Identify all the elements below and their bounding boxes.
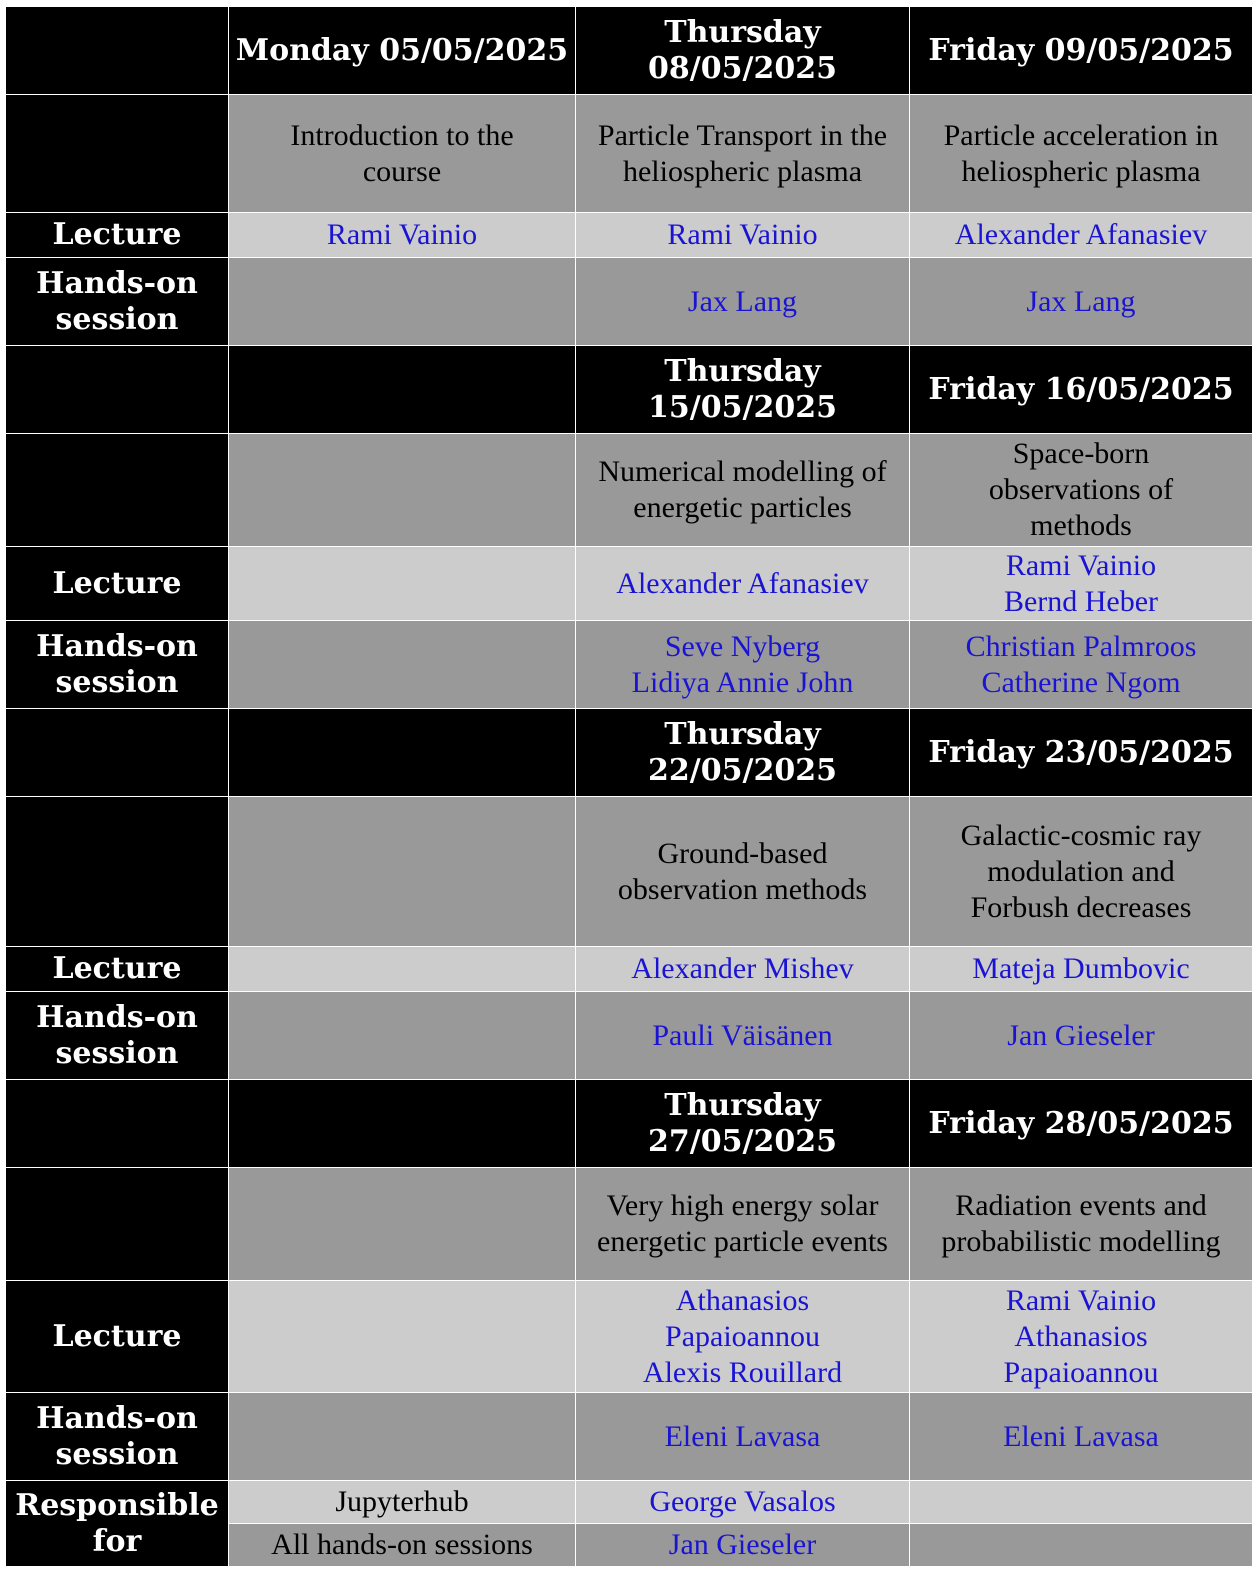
- topic-cell-line: Space-born: [1012, 437, 1150, 470]
- lecturer-cell-line: Rami Vainio: [667, 218, 818, 251]
- date-header: [229, 709, 576, 797]
- empty-header-cell: [6, 1080, 229, 1168]
- date-header: Thursday 27/05/2025: [576, 1080, 910, 1168]
- lecturer-cell: [229, 1281, 576, 1393]
- lecturer-cell-line: Rami Vainio: [326, 218, 478, 251]
- lecturer-cell: [910, 547, 1253, 621]
- hands-on-cell-line: Seve Nyberg: [664, 629, 821, 663]
- topic-cell: [229, 95, 576, 213]
- hands-on-label: [6, 992, 229, 1080]
- topic-cell: [576, 797, 910, 947]
- hands-on-cell-line: Jax Lang: [1026, 284, 1136, 318]
- topic-row: [6, 95, 1253, 213]
- hands-on-cell: [576, 258, 910, 346]
- hands-on-cell: [910, 258, 1253, 346]
- date-header: Thursday 15/05/2025: [576, 346, 910, 434]
- course-schedule-table: [5, 6, 1253, 1567]
- date-header: Friday 16/05/2025: [910, 346, 1253, 434]
- lecturer-cell: [229, 213, 576, 258]
- hands-on-label: [6, 1393, 229, 1481]
- date-header: Thursday 08/05/2025: [576, 7, 910, 95]
- lecturer-cell-line: Alexander Afanasiev: [616, 566, 869, 600]
- topic-cell-line: Ground-based: [657, 836, 828, 870]
- lecturer-cell-line: Alexander Mishev: [631, 952, 854, 985]
- topic-cell-line: Particle acceleration in: [943, 118, 1219, 152]
- hands-on-cell: [229, 621, 576, 709]
- responsible-person: George Vasalos: [576, 1481, 910, 1524]
- date-header: Friday 23/05/2025: [910, 709, 1253, 797]
- hands-on-cell-line: Christian Palmroos: [965, 629, 1197, 663]
- responsible-label: [6, 1481, 229, 1567]
- topic-cell: [229, 797, 576, 947]
- topic-row: [6, 797, 1253, 947]
- date-header: [229, 1080, 576, 1168]
- lecture-row: [6, 547, 1253, 621]
- hands-on-label: [6, 621, 229, 709]
- lecture-row: [6, 1281, 1253, 1393]
- hands-on-label-line: session: [55, 664, 179, 700]
- topic-cell-line: energetic particles: [633, 491, 852, 524]
- date-header: Friday 28/05/2025: [910, 1080, 1253, 1168]
- lecturer-cell-line: Bernd Heber: [1003, 584, 1159, 618]
- topic-cell: [229, 1168, 576, 1281]
- topic-cell-line: Galactic-cosmic ray: [960, 818, 1202, 852]
- topic-cell: [576, 95, 910, 213]
- topic-cell-line: Forbush decreases: [970, 890, 1192, 924]
- date-header-row: [6, 709, 1253, 797]
- hands-on-cell: [576, 992, 910, 1080]
- hands-on-row: [6, 621, 1253, 709]
- lecturer-cell-line: Alexander Afanasiev: [954, 218, 1208, 251]
- hands-on-cell-line: Eleni Lavasa: [664, 1419, 821, 1453]
- date-header-row: [6, 7, 1253, 95]
- responsible-label-line: Responsible: [15, 1487, 219, 1523]
- empty-label-cell: [6, 797, 229, 947]
- responsible-label-line: for: [92, 1523, 142, 1559]
- hands-on-label: [6, 258, 229, 346]
- topic-cell-line: Introduction to the: [290, 118, 514, 152]
- hands-on-label-line: Hands-on: [36, 1400, 198, 1436]
- hands-on-label-line: Hands-on: [36, 999, 198, 1035]
- lecturer-cell-line: Rami Vainio: [1005, 1283, 1157, 1317]
- lecture-label: Lecture: [6, 947, 229, 992]
- date-header: Monday 05/05/2025: [229, 7, 576, 95]
- responsibility-item: All hands-on sessions: [229, 1524, 576, 1567]
- topic-cell-line: Radiation events and: [955, 1189, 1207, 1222]
- topic-cell: [910, 1168, 1253, 1281]
- lecture-row: [6, 213, 1253, 258]
- lecturer-cell: [229, 947, 576, 992]
- hands-on-cell-line: Catherine Ngom: [981, 665, 1181, 699]
- lecturer-cell: [229, 547, 576, 621]
- hands-on-cell: [910, 992, 1253, 1080]
- topic-cell: [576, 434, 910, 547]
- topic-cell-line: probabilistic modelling: [941, 1225, 1221, 1258]
- topic-cell-line: Very high energy solar: [606, 1189, 879, 1222]
- lecturer-cell-line: Rami Vainio: [1005, 548, 1157, 582]
- empty-header-cell: [6, 7, 229, 95]
- hands-on-cell-line: Eleni Lavasa: [1003, 1419, 1159, 1453]
- topic-row: [6, 434, 1253, 547]
- responsible-empty: [910, 1524, 1253, 1567]
- lecturer-cell: [576, 947, 910, 992]
- topic-row: [6, 1168, 1253, 1281]
- lecture-label: Lecture: [6, 213, 229, 258]
- lecture-label: Lecture: [6, 1281, 229, 1393]
- lecturer-cell-line: Mateja Dumbovic: [972, 952, 1190, 985]
- topic-cell-line: course: [362, 154, 442, 188]
- hands-on-label-line: Hands-on: [36, 265, 198, 301]
- topic-cell-line: observations of: [988, 473, 1174, 506]
- lecturer-cell-line: Papaioannou: [1003, 1355, 1159, 1389]
- hands-on-label-line: session: [55, 301, 179, 337]
- lecturer-cell: [910, 213, 1253, 258]
- date-header: [229, 346, 576, 434]
- empty-label-cell: [6, 434, 229, 547]
- lecturer-cell: [576, 547, 910, 621]
- hands-on-row: [6, 1393, 1253, 1481]
- topic-cell-line: modulation and: [987, 854, 1175, 888]
- responsible-empty: [910, 1481, 1253, 1524]
- lecturer-cell-line: Athanasios: [675, 1283, 810, 1317]
- hands-on-label-line: session: [55, 1035, 179, 1071]
- topic-cell-line: methods: [1030, 509, 1132, 542]
- hands-on-cell: [910, 621, 1253, 709]
- empty-header-cell: [6, 346, 229, 434]
- date-header-row: [6, 1080, 1253, 1168]
- topic-cell: [910, 434, 1253, 547]
- topic-cell-line: Numerical modelling of: [598, 455, 887, 488]
- responsible-row: [6, 1481, 1253, 1524]
- lecture-label: Lecture: [6, 547, 229, 621]
- lecturer-cell-line: Papaioannou: [665, 1319, 820, 1353]
- lecturer-cell-line: Athanasios: [1014, 1319, 1148, 1353]
- lecturer-cell: [576, 213, 910, 258]
- date-header-row: [6, 346, 1253, 434]
- lecturer-cell: [576, 1281, 910, 1393]
- topic-cell-line: energetic particle events: [597, 1225, 888, 1258]
- responsible-person: Jan Gieseler: [576, 1524, 910, 1567]
- topic-cell: [229, 434, 576, 547]
- empty-label-cell: [6, 1168, 229, 1281]
- topic-cell-line: Particle Transport in the: [597, 118, 888, 152]
- hands-on-cell: [229, 1393, 576, 1481]
- hands-on-cell-line: Lidiya Annie John: [631, 665, 854, 699]
- empty-header-cell: [6, 709, 229, 797]
- hands-on-label-line: Hands-on: [36, 628, 198, 664]
- hands-on-cell: [576, 1393, 910, 1481]
- date-header: Friday 09/05/2025: [910, 7, 1253, 95]
- hands-on-cell: [576, 621, 910, 709]
- hands-on-row: [6, 992, 1253, 1080]
- lecturer-cell-line: Alexis Rouillard: [642, 1355, 843, 1389]
- lecture-row: [6, 947, 1253, 992]
- lecturer-cell: [910, 947, 1253, 992]
- hands-on-cell-line: Jan Gieseler: [1007, 1018, 1155, 1052]
- lecturer-cell: [910, 1281, 1253, 1393]
- schedule-body: [6, 7, 1253, 1567]
- hands-on-cell: [229, 258, 576, 346]
- hands-on-row: [6, 258, 1253, 346]
- hands-on-cell-line: Jax Lang: [687, 284, 798, 318]
- date-header: Thursday 22/05/2025: [576, 709, 910, 797]
- topic-cell: [576, 1168, 910, 1281]
- topic-cell: [910, 797, 1253, 947]
- topic-cell-line: observation methods: [617, 872, 868, 906]
- topic-cell: [910, 95, 1253, 213]
- hands-on-cell-line: Pauli Väisänen: [652, 1018, 833, 1052]
- topic-cell-line: heliospheric plasma: [622, 154, 863, 188]
- hands-on-cell: [910, 1393, 1253, 1481]
- hands-on-cell: [229, 992, 576, 1080]
- empty-label-cell: [6, 95, 229, 213]
- hands-on-label-line: session: [55, 1436, 179, 1472]
- responsibility-item: Jupyterhub: [229, 1481, 576, 1524]
- topic-cell-line: heliospheric plasma: [961, 154, 1201, 188]
